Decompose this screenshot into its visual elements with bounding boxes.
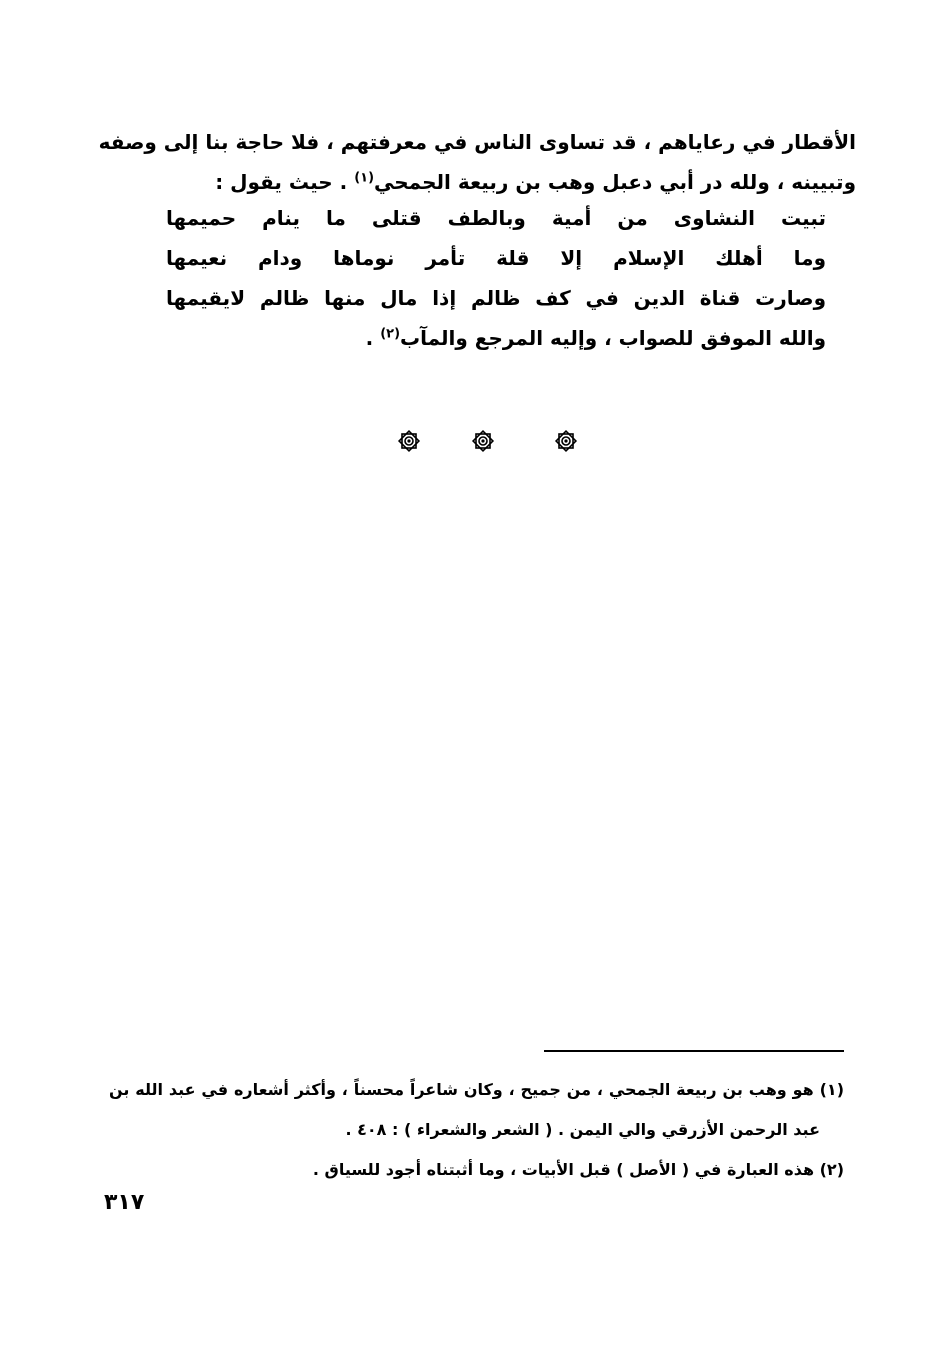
- body-line-2-text: وتبيينه ، ولله در أبي دعبل وهب بن ربيعة الجمحي: [374, 170, 856, 194]
- poem-verse-2: [166, 238, 826, 278]
- closing-line: [166, 318, 826, 358]
- footnote-separator: [544, 1050, 844, 1052]
- closing-line-text: [166, 318, 826, 358]
- poem-verse-2-text: وما أهلك الإسلام إلا قلة تأمر نوماها ودام نعيمها: [166, 246, 826, 270]
- body-paragraph: [98, 122, 856, 202]
- ornament-icon: [470, 428, 496, 454]
- body-line-2: [116, 162, 856, 202]
- closing-text: والله الموفق للصواب ، وإليه المرجع والمآب: [400, 326, 826, 350]
- body-line-1: الأقطار في رعاياهم ، قد تساوى الناس في معرفتهم ، فلا حاجة بنا إلى وصفه: [98, 130, 856, 154]
- footnote-ref-2[interactable]: (٢): [380, 326, 401, 342]
- page-number: ٣١٧: [104, 1190, 145, 1215]
- body-line-2-end: . حيث يقول :: [215, 170, 348, 194]
- footnote-1-line-2: عبد الرحمن الأزرقي والي اليمن . ( الشعر والشعراء ) : ٤٠٨ .: [345, 1120, 820, 1139]
- poem-verse-3-text: وصارت قناة الدين في كف ظالم إذا مال منها ظالم لايقيمها: [166, 286, 826, 310]
- footnote-1-line-1: (١) هو وهب بن ربيعة الجمحي ، من جميح ، وكان شاعراً محسناً ، وأكثر أشعاره في عبد الله بن: [109, 1080, 844, 1099]
- section-divider: [0, 428, 952, 458]
- poem-verse-1: [166, 198, 826, 238]
- footnotes: [109, 1070, 844, 1190]
- poem: [166, 198, 826, 358]
- poem-verse-1-text: تبيت النشاوى من أمية وبالطف قتلى ما ينام حميمها: [166, 206, 826, 230]
- closing-period: .: [365, 326, 374, 350]
- footnote-2: (٢) هذه العبارة في ( الأصل ) قبل الأبيات ، وما أثبتناه أجود للسياق .: [312, 1160, 844, 1179]
- ornament-icon: [553, 428, 579, 454]
- footnote-ref-1[interactable]: (١): [354, 170, 375, 186]
- poem-verse-3: [166, 278, 826, 318]
- ornament-icon: [396, 428, 422, 454]
